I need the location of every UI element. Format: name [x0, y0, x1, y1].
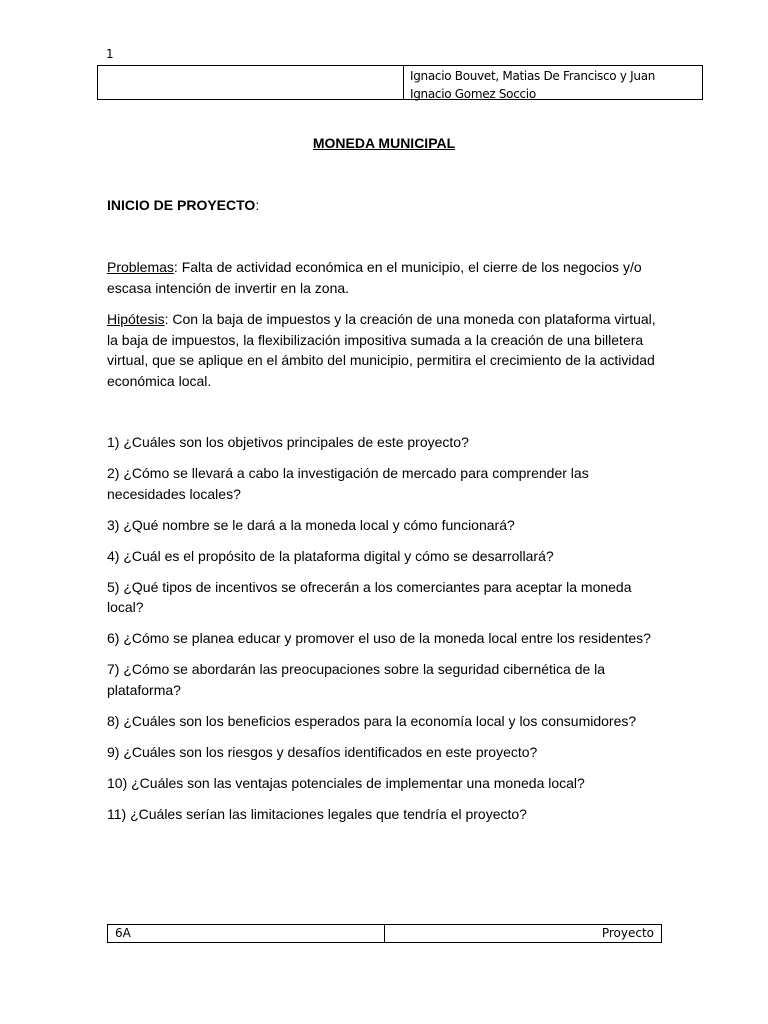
problemas-label: Problemas — [107, 259, 174, 275]
list-item: 5) ¿Qué tipos de incentivos se ofrecerán a los comerciantes para aceptar la moneda local? — [107, 578, 632, 615]
questions-list — [107, 432, 667, 835]
section-heading — [107, 197, 259, 213]
hipotesis-text: : Con la baja de impuestos y la creación de una moneda con plataforma virtual, la baja de impuestos, la flexibilización impositiva sumada a la creación de una billetera virtual, que se aplique en el ámbito del municipio, permitira el crecimiento de la actividad económica local. — [107, 311, 656, 389]
problemas-text: : Falta de actividad económica en el municipio, el cierre de los negocios y/o escasa intención de invertir en la zona. — [107, 259, 642, 296]
header-empty-cell — [98, 66, 404, 99]
list-item: 2) ¿Cómo se llevará a cabo la investigación de mercado para comprender las necesidades locales? — [107, 465, 589, 502]
list-item: 3) ¿Qué nombre se le dará a la moneda local y cómo funcionará? — [107, 516, 515, 533]
section-heading-label: INICIO DE PROYECTO — [107, 197, 256, 213]
problemas-paragraph — [107, 257, 667, 298]
footer-table — [107, 924, 662, 943]
footer-course: 6A — [108, 925, 385, 942]
list-item: 1) ¿Cuáles son los objetivos principales de este proyecto? — [107, 434, 469, 450]
section-heading-suffix: : — [255, 197, 260, 213]
footer-label: Proyecto — [601, 926, 654, 940]
list-item: 8) ¿Cuáles son los beneficios esperados para la economía local y los consumidores? — [107, 712, 637, 729]
list-item: 6) ¿Cómo se planea educar y promover el uso de la moneda local entre los residentes? — [107, 630, 651, 646]
document-title: MONEDA MUNICIPAL — [312, 135, 456, 151]
hipotesis-label: Hipótesis — [107, 311, 165, 327]
page-number: 1 — [106, 47, 114, 61]
hipotesis-paragraph — [107, 309, 667, 391]
header-authors: Ignacio Bouvet, Matias De Francisco y Juan Ignacio Gomez Soccio — [410, 69, 656, 101]
list-item: 7) ¿Cómo se abordarán las preocupaciones sobre la seguridad cibernética de la plataforma? — [107, 661, 606, 698]
list-item: 11) ¿Cuáles serían las limitaciones legales que tendría el proyecto? — [107, 805, 527, 822]
list-item: 9) ¿Cuáles son los riesgos y desafíos identificados en este proyecto? — [107, 743, 538, 760]
list-item: 4) ¿Cuál es el propósito de la plataforma digital y cómo se desarrollará? — [107, 547, 554, 564]
header-table — [97, 65, 703, 100]
list-item: 10) ¿Cuáles son las ventajas potenciales de implementar una moneda local? — [107, 774, 585, 791]
